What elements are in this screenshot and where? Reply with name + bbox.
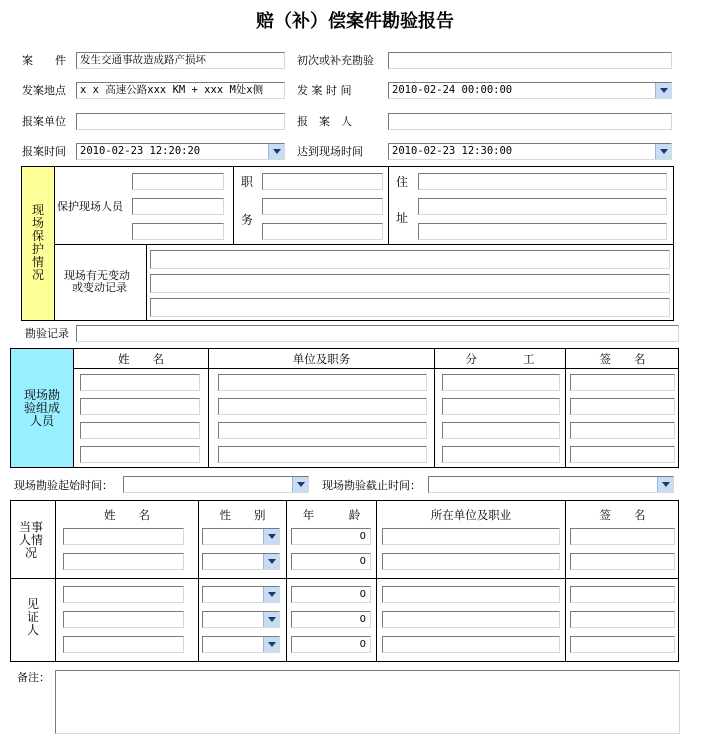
witness-gender-select[interactable] <box>202 586 280 603</box>
dropdown-button[interactable] <box>655 144 671 159</box>
incident-time-label: 发 案 时 间 <box>297 84 352 97</box>
chevron-down-icon <box>297 482 305 487</box>
member-name-field[interactable] <box>80 446 200 463</box>
party-unit-field[interactable] <box>382 553 560 570</box>
member-sign-field[interactable] <box>570 398 675 415</box>
remarks-textarea[interactable] <box>55 670 680 734</box>
chevron-down-icon <box>660 149 668 154</box>
member-unit-field[interactable] <box>218 446 427 463</box>
party-name-field[interactable] <box>63 553 184 570</box>
address-field-3[interactable] <box>418 223 667 240</box>
member-division-field[interactable] <box>442 422 560 439</box>
chevron-down-icon <box>660 88 668 93</box>
witness-unit-field[interactable] <box>382 586 560 603</box>
inspection-record-label: 勘验记录 <box>25 327 69 340</box>
chevron-down-icon <box>268 534 276 539</box>
dropdown-button[interactable] <box>263 637 279 652</box>
col-header-name: 姓 名 <box>118 352 164 366</box>
reporter-label: 报 案 人 <box>297 115 352 128</box>
change-field-3[interactable] <box>150 298 670 317</box>
party-side-label: 当事人情况 <box>18 520 43 560</box>
member-division-field[interactable] <box>442 374 560 391</box>
position-field-3[interactable] <box>262 223 383 240</box>
remarks-label: 备注： <box>17 671 50 684</box>
dropdown-button[interactable] <box>263 554 279 569</box>
member-division-field[interactable] <box>442 446 560 463</box>
change-label-2: 或变动记录 <box>72 281 127 294</box>
dropdown-button[interactable] <box>657 477 673 492</box>
supplement-field[interactable] <box>388 52 672 69</box>
chevron-down-icon <box>662 482 670 487</box>
change-field-1[interactable] <box>150 250 670 269</box>
personnel-field-1[interactable] <box>132 173 224 190</box>
member-name-field[interactable] <box>80 374 200 391</box>
personnel-label: 保护现场人员 <box>57 200 123 213</box>
witness-sign-field[interactable] <box>570 586 675 603</box>
page-title: 赔（补）偿案件勘验报告 <box>256 11 454 32</box>
protection-side-label: 现场保护情况 <box>31 203 44 282</box>
party-col-name: 姓 名 <box>104 508 150 522</box>
start-time-select[interactable] <box>123 476 309 493</box>
chevron-down-icon <box>268 642 276 647</box>
col-header-division: 分 工 <box>465 352 535 366</box>
member-unit-field[interactable] <box>218 398 427 415</box>
party-col-gender: 性 别 <box>219 508 266 522</box>
chevron-down-icon <box>268 617 276 622</box>
witness-sign-field[interactable] <box>570 611 675 628</box>
chevron-down-icon <box>268 592 276 597</box>
witness-side-label: 见证人 <box>26 597 39 637</box>
position-label-1: 职 <box>241 175 254 189</box>
witness-unit-field[interactable] <box>382 636 560 653</box>
witness-gender-select[interactable] <box>202 611 280 628</box>
dropdown-button[interactable] <box>263 612 279 627</box>
case-label: 案 件 <box>22 54 66 67</box>
personnel-field-3[interactable] <box>132 223 224 240</box>
party-unit-field[interactable] <box>382 528 560 545</box>
party-sign-field[interactable] <box>570 553 675 570</box>
member-sign-field[interactable] <box>570 446 675 463</box>
member-name-field[interactable] <box>80 398 200 415</box>
party-age-field[interactable]: 0 <box>291 553 371 570</box>
report-unit-field[interactable] <box>76 113 285 130</box>
change-field-2[interactable] <box>150 274 670 293</box>
dropdown-button[interactable] <box>268 144 284 159</box>
incident-time-value: 2010-02-24 00:00:00 <box>392 84 513 96</box>
location-label: 发案地点 <box>22 84 66 97</box>
report-time-label: 报案时间 <box>22 145 66 158</box>
address-field-1[interactable] <box>418 173 667 190</box>
supplement-label: 初次或补充勘验 <box>297 54 374 67</box>
report-unit-label: 报案单位 <box>22 115 66 128</box>
member-name-field[interactable] <box>80 422 200 439</box>
arrival-time-value: 2010-02-23 12:30:00 <box>392 145 513 157</box>
party-col-unit: 所在单位及职业 <box>430 508 512 522</box>
witness-age-field[interactable]: 0 <box>291 636 371 653</box>
member-division-field[interactable] <box>442 398 560 415</box>
inspection-record-field[interactable] <box>76 325 679 342</box>
witness-name-field[interactable] <box>63 611 184 628</box>
personnel-field-2[interactable] <box>132 198 224 215</box>
member-sign-field[interactable] <box>570 374 675 391</box>
end-time-select[interactable] <box>428 476 674 493</box>
location-field[interactable]: x x 高速公路xxx KM + xxx M处x侧 <box>76 82 285 99</box>
member-unit-field[interactable] <box>218 374 427 391</box>
report-time-value: 2010-02-23 12:20:20 <box>80 145 201 157</box>
reporter-field[interactable] <box>388 113 672 130</box>
member-sign-field[interactable] <box>570 422 675 439</box>
witness-age-field[interactable]: 0 <box>291 611 371 628</box>
party-col-age: 年 龄 <box>302 508 361 522</box>
chevron-down-icon <box>273 149 281 154</box>
address-field-2[interactable] <box>418 198 667 215</box>
col-header-unit: 单位及职务 <box>292 352 351 366</box>
witness-sign-field[interactable] <box>570 636 675 653</box>
witness-age-field[interactable]: 0 <box>291 586 371 603</box>
party-sign-field[interactable] <box>570 528 675 545</box>
arrival-time-select[interactable] <box>388 143 672 160</box>
dropdown-button[interactable] <box>263 587 279 602</box>
party-name-field[interactable] <box>63 528 184 545</box>
incident-time-select[interactable] <box>388 82 672 99</box>
witness-name-field[interactable] <box>63 636 184 653</box>
report-time-select[interactable] <box>76 143 285 160</box>
party-age-field[interactable]: 0 <box>291 528 371 545</box>
witness-gender-select[interactable] <box>202 636 280 653</box>
change-label-1: 现场有无变动 <box>64 269 130 282</box>
witness-unit-field[interactable] <box>382 611 560 628</box>
dropdown-button[interactable] <box>292 477 308 492</box>
end-time-label: 现场勘验截止时间： <box>322 479 421 492</box>
address-label-1: 住 <box>396 175 409 189</box>
member-unit-field[interactable] <box>218 422 427 439</box>
arrival-time-label: 达到现场时间 <box>297 145 363 158</box>
col-header-sign: 签 名 <box>599 352 646 366</box>
position-field-1[interactable] <box>262 173 383 190</box>
party-gender-select[interactable] <box>202 553 280 570</box>
position-label-2: 务 <box>241 213 254 227</box>
chevron-down-icon <box>268 559 276 564</box>
start-time-label: 现场勘验起始时间： <box>14 479 113 492</box>
position-field-2[interactable] <box>262 198 383 215</box>
dropdown-button[interactable] <box>263 529 279 544</box>
address-label-2: 址 <box>396 211 409 225</box>
dropdown-button[interactable] <box>655 83 671 98</box>
case-field[interactable]: 发生交通事故造成路产损坏 <box>76 52 285 69</box>
party-col-sign: 签 名 <box>599 508 646 522</box>
witness-name-field[interactable] <box>63 586 184 603</box>
party-gender-select[interactable] <box>202 528 280 545</box>
inspection-side-label: 现场勘验组成人员 <box>24 388 61 428</box>
